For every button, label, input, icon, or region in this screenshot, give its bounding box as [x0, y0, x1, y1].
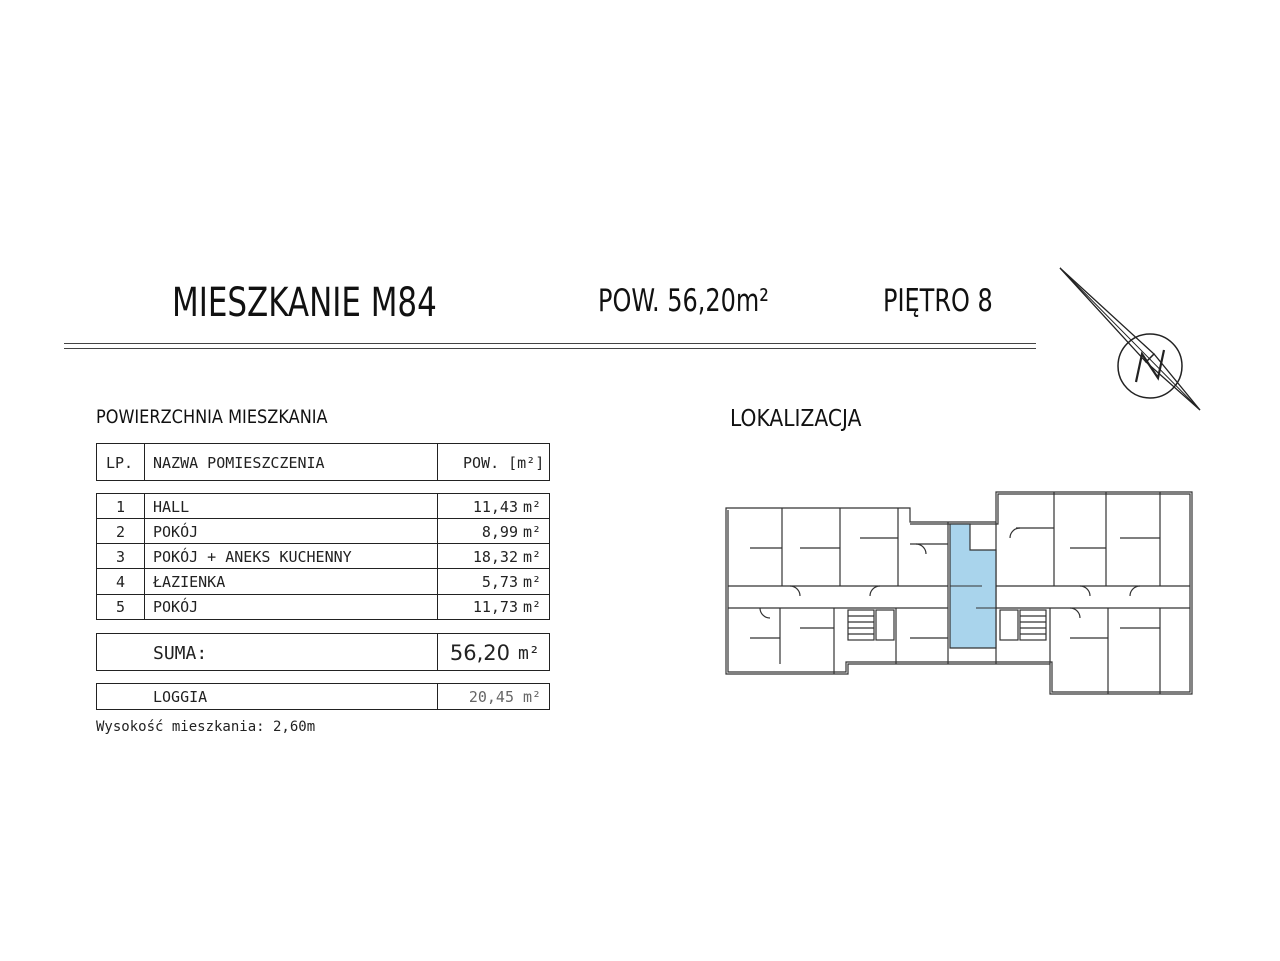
row-unit: m²	[523, 498, 542, 516]
loggia-value: 20,45	[468, 688, 514, 706]
row-name: POKÓJ	[153, 598, 199, 616]
apartment-area: POW. 56,20m²	[598, 283, 769, 319]
row-unit: m²	[523, 598, 542, 616]
row-no: 5	[116, 598, 126, 616]
height-note: Wysokość mieszkania: 2,60m	[96, 719, 316, 735]
floor-plan-map	[720, 488, 1200, 698]
row-unit: m²	[523, 548, 542, 566]
sum-value: 56,20	[449, 641, 510, 665]
row-unit: m²	[523, 573, 542, 591]
header-rule-bottom	[64, 348, 1036, 349]
row-area: 8,99	[481, 523, 518, 541]
loggia-label: LOGGIA	[153, 688, 208, 706]
row-no: 4	[116, 573, 126, 591]
loggia-unit: m²	[523, 688, 542, 706]
table-section-title: POWIERZCHNIA MIESZKANIA	[96, 406, 328, 428]
floor-label: PIĘTRO 8	[883, 283, 993, 319]
row-area: 11,73	[472, 598, 518, 616]
header-area: POW. [m²]	[463, 454, 545, 472]
location-title: LOKALIZACJA	[730, 406, 862, 432]
header-rule-top	[64, 343, 1036, 344]
row-no: 2	[116, 523, 126, 541]
row-name: POKÓJ + ANEKS KUCHENNY	[153, 548, 352, 566]
row-unit: m²	[523, 523, 542, 541]
row-area: 11,43	[472, 498, 518, 516]
compass-letter: N	[1050, 262, 1051, 263]
header-name: NAZWA POMIESZCZENIA	[153, 454, 325, 472]
row-name: POKÓJ	[153, 523, 199, 541]
apartment-title: MIESZKANIE M84	[172, 280, 437, 326]
row-no: 1	[116, 498, 126, 516]
row-no: 3	[116, 548, 126, 566]
row-name: ŁAZIENKA	[153, 573, 226, 591]
sum-unit: m²	[518, 643, 540, 664]
header-no: LP.	[106, 454, 134, 472]
row-area: 5,73	[481, 573, 518, 591]
row-area: 18,32	[472, 548, 518, 566]
sum-label: SUMA:	[153, 643, 208, 664]
north-arrow-icon	[1050, 262, 1210, 422]
row-name: HALL	[153, 498, 190, 516]
